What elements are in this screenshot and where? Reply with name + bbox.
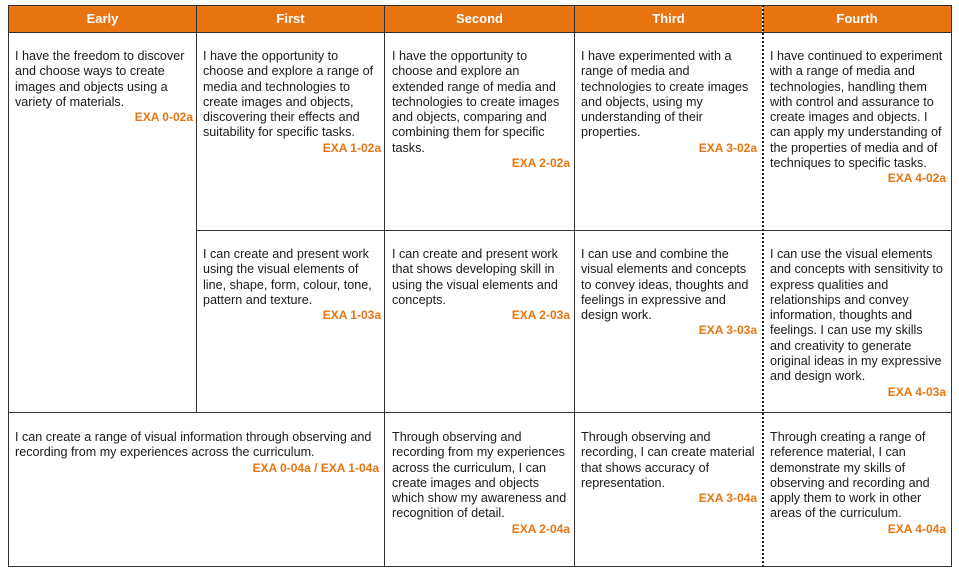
column-divider-third-fourth-dotted [762,5,764,567]
outcome-text: I have the opportunity to choose and explore a range of media and technologies to create images and objects, discovering their effects and suitability for specific tasks. [203,49,374,140]
cell-first-row1 [203,49,381,156]
outcome-code: EXA 1-02a [322,140,381,155]
outcome-text: I have the freedom to discover and choose ways to create images and objects using a variety of materials. [15,49,185,109]
outcome-code: EXA 3-03a [698,323,757,338]
outcome-code: EXA 0-04a / EXA 1-04a [252,460,379,475]
cell-third-row2 [581,247,757,338]
outcome-text: Through observing and recording, I can create material that shows accuracy of representation. [581,430,755,490]
column-header-fourth: Fourth [763,5,951,32]
column-header-early: Early [9,5,196,32]
column-divider-second-third [574,5,575,567]
cell-early-row1 [15,49,193,125]
cell-first-row2 [203,247,381,323]
outcome-text: I can use and combine the visual elements and concepts to convey ideas, thoughts and feelings in expressive and design work. [581,247,749,323]
outcome-code: EXA 2-03a [511,308,570,323]
outcome-text: I have the opportunity to choose and explore an extended range of media and technologies to create images and objects, comparing and combining them for specific tasks. [392,49,560,155]
table-border-right [951,5,952,567]
outcome-code: EXA 4-04a [887,521,946,536]
cell-fourth-row2 [770,247,946,400]
outcome-code: EXA 4-03a [887,384,946,399]
outcome-text: I have experimented with a range of media and technologies to create images and objects, using my understanding of their properties. [581,49,749,140]
table-border-top [8,5,952,6]
outcome-code: EXA 0-02a [134,110,193,125]
outcome-text: I can use the visual elements and concepts with sensitivity to express qualities and relationships and convey information, thoughts and feelings. I can use my skills and creativity to generate original ideas in my expressive and design work. [770,247,943,384]
column-divider-first-second [384,5,385,567]
outcome-text: I have continued to experiment with a range of media and technologies, handling them with control and assurance to create images and objects. I can apply my understanding of the properties of media and of techniques to specific tasks. [770,49,943,171]
cell-second-row1 [392,49,570,171]
outcome-code: EXA 2-02a [511,156,570,171]
cell-third-row3 [581,430,757,506]
row-divider-2 [8,412,952,413]
column-header-second: Second [385,5,574,32]
cell-second-row2 [392,247,570,323]
outcome-code: EXA 1-03a [322,308,381,323]
table-border-bottom [8,566,952,567]
outcome-text: Through creating a range of reference material, I can demonstrate my skills of observing and recording and apply them to work in other areas of the curriculum. [770,430,930,521]
outcome-text: I can create and present work that shows developing skill in using the visual elements and concepts. [392,247,558,307]
column-header-first: First [197,5,384,32]
outcome-code: EXA 2-04a [511,521,570,536]
cell-fourth-row3 [770,430,946,537]
outcome-text: Through observing and recording from my experiences across the curriculum, I can create images and objects which show my awareness and recognition of detail. [392,430,567,521]
cell-early-first-row3 [15,430,379,476]
outcome-code: EXA 4-02a [887,171,946,186]
column-divider-early-first [196,5,197,413]
outcome-code: EXA 3-02a [698,140,757,155]
column-header-third: Third [575,5,762,32]
cell-third-row1 [581,49,757,156]
outcome-text: I can create and present work using the visual elements of line, shape, form, colour, tone, pattern and texture. [203,247,372,307]
cell-fourth-row1 [770,49,946,186]
outcome-text: I can create a range of visual information through observing and recording from my experiences across the curriculum. [15,430,372,460]
table-border-left [8,5,9,567]
outcome-code: EXA 3-04a [698,491,757,506]
header-bottom-rule [8,32,952,33]
cell-second-row3 [392,430,570,537]
